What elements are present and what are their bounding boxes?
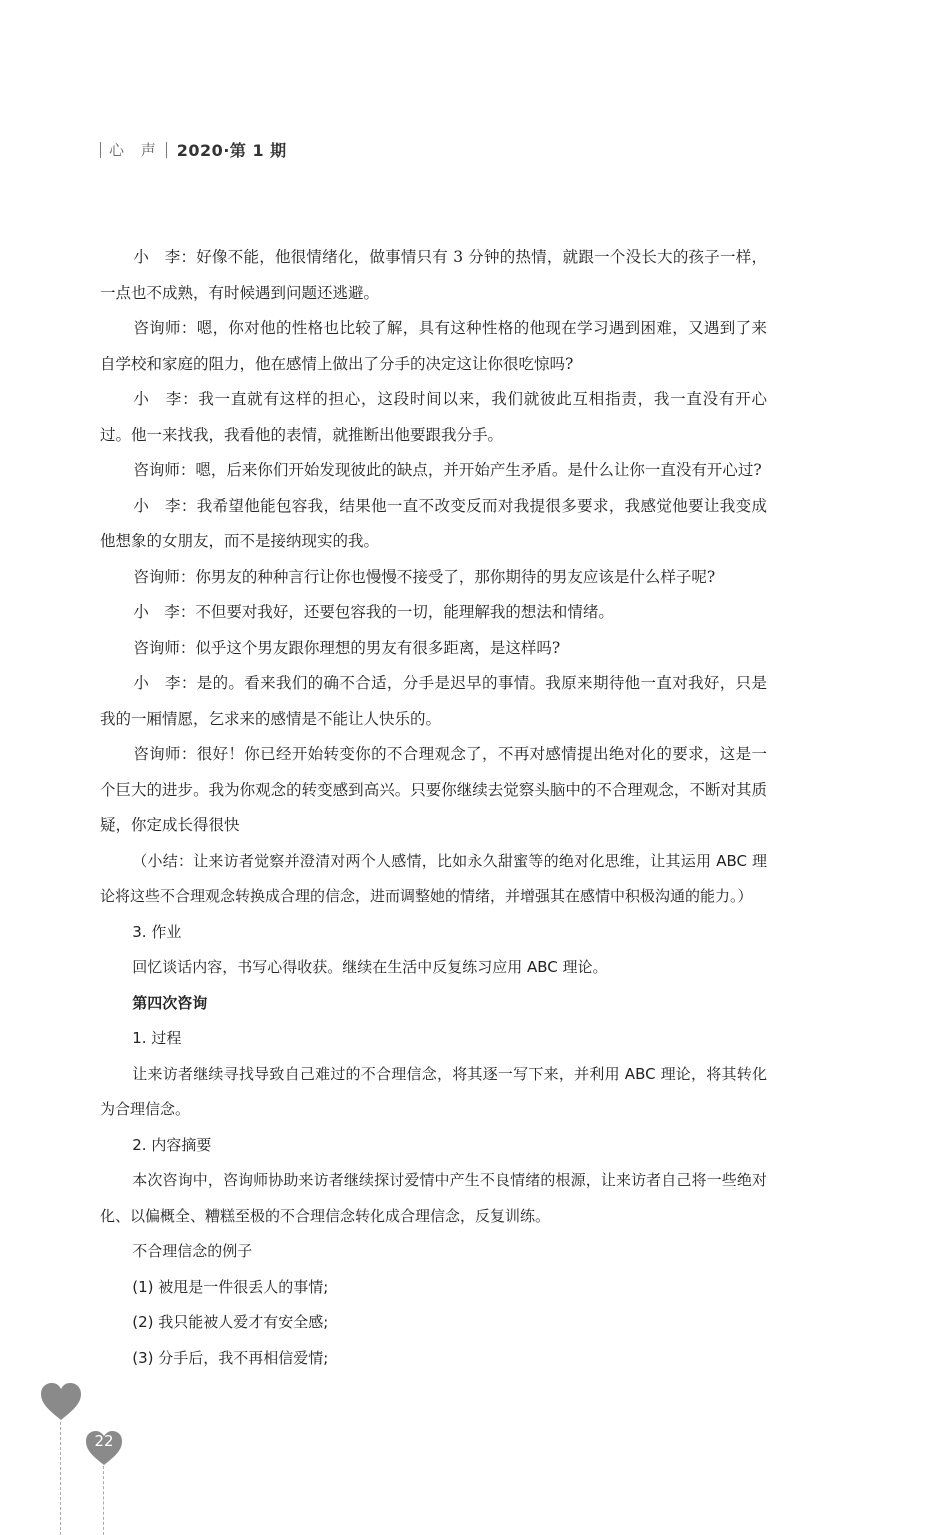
header-section: 心 声 [109,141,162,159]
paragraph: 让来访者继续寻找导致自己难过的不合理信念，将其逐一写下来，并利用 ABC 理论，将其转化为合理信念。 [100,1064,767,1118]
paragraph: 小 李：不但要对我好，还要包容我的一切，能理解我的想法和情绪。 [133,603,614,621]
summary-note: （小结：让来访者觉察并澄清对两个人感情，比如永久甜蜜等的绝对化思维，让其运用 ABC 理论将这些不合理观念转换成合理的信念，进而调整她的情绪，并增强其在感情中积极沟通的能力。） [100,851,767,905]
section-heading: 第四次咨询 [132,993,208,1012]
list-item: (1) 被甩是一件很丢人的事情; [132,1277,329,1296]
header-issue: 2020·第 1 期 [176,141,287,160]
header-divider [166,142,167,158]
list-item: (3) 分手后，我不再相信爱情; [132,1348,329,1367]
paragraph: 咨询师：你男友的种种言行让你也慢慢不接受了，那你期待的男友应该是什么样子呢? [133,567,716,586]
paragraph: 小 李：是的。看来我们的确不合适，分手是迟早的事情。我原来期待他一直对我好，只是我的一厢情愿，乞求来的感情是不能让人快乐的。 [100,674,767,728]
paragraph: 不合理信念的例子 [132,1242,253,1260]
paragraph: 咨询师：很好！你已经开始转变你的不合理观念了，不再对感情提出绝对化的要求，这是一个巨大的进步。我为你观念的转变感到高兴。只要你继续去觉察头脑中的不合理观念，不断对其质疑，你定成长得很快 [100,745,767,834]
dashed-string [103,1466,104,1535]
paragraph: 小 李：我希望他能包容我，结果他一直不改变反而对我提很多要求，我感觉他要让我变成他想象的女朋友，而不是接纳现实的我。 [100,496,767,550]
dashed-string [60,1422,61,1535]
header-divider [100,142,101,158]
page-number: 22 [94,1432,114,1450]
article-body [100,240,767,1376]
paragraph: 咨询师：嗯，你对他的性格也比较了解，具有这种性格的他现在学习遇到困难，又遇到了来自学校和家庭的阻力，他在感情上做出了分手的决定这让你很吃惊吗? [100,319,767,373]
list-item: (2) 我只能被人爱才有安全感; [132,1313,329,1331]
subheading: 3. 作业 [132,922,182,941]
subheading: 2. 内容摘要 [132,1135,212,1154]
heart-icon [40,1382,82,1422]
paragraph: 咨询师：嗯，后来你们开始发现彼此的缺点，并开始产生矛盾。是什么让你一直没有开心过? [133,461,762,479]
paragraph: 本次咨询中，咨询师协助来访者继续探讨爱情中产生不良情绪的根源，让来访者自己将一些绝对化、以偏概全、糟糕至极的不合理信念转化成合理信念，反复训练。 [100,1171,767,1225]
subheading: 1. 过程 [132,1029,182,1047]
paragraph: 小 李：好像不能，他很情绪化，做事情只有 3 分钟的热情，就跟一个没长大的孩子一样，一点也不成熟，有时候遇到问题还逃避。 [100,248,767,302]
paragraph: 小 李：我一直就有这样的担心，这段时间以来，我们就彼此互相指责，我一直没有开心过。他一来找我，我看他的表情，就推断出他要跟我分手。 [100,390,767,444]
paragraph: 咨询师：似乎这个男友跟你理想的男友有很多距离，是这样吗? [133,638,561,657]
paragraph: 回忆谈话内容，书写心得收获。继续在生活中反复练习应用 ABC 理论。 [132,958,608,976]
running-header [100,138,287,161]
